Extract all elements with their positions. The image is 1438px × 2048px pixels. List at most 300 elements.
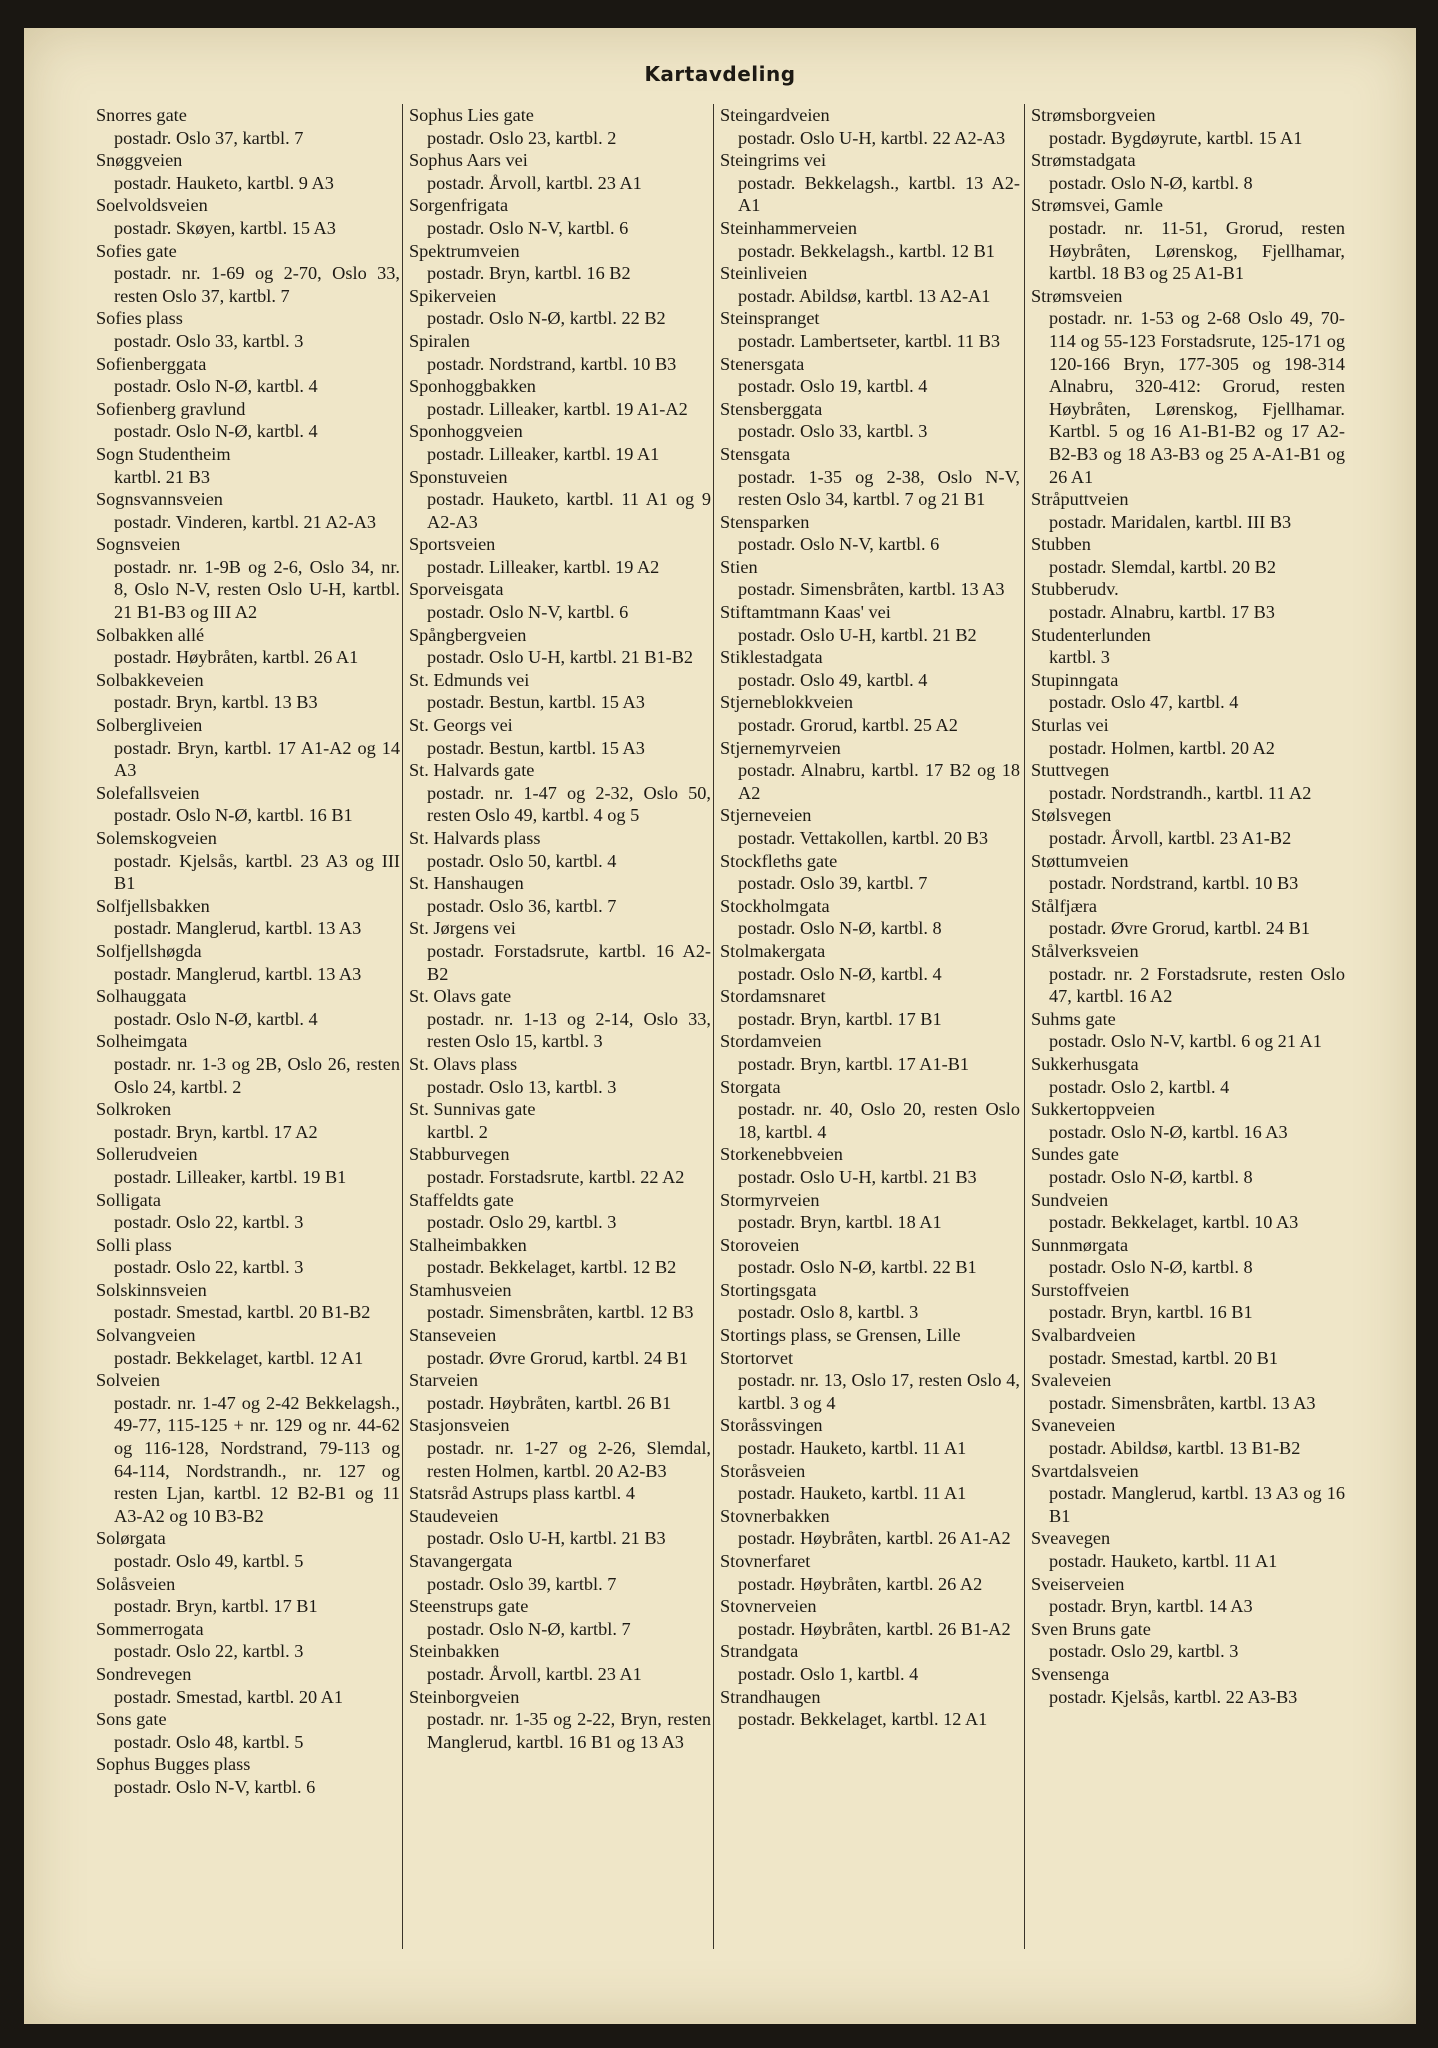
street-postal-info: postadr. Oslo U-H, kartbl. 21 B3 bbox=[738, 1166, 977, 1187]
street-entry bbox=[92, 624, 400, 669]
street-postal-info: postadr. Bryn, kartbl. 13 B3 bbox=[114, 692, 318, 713]
page-heading: Kartavdeling bbox=[644, 62, 796, 86]
street-postal-info: postadr. Bekkelagsh., kartbl. 13 A2-A1 bbox=[738, 172, 1020, 216]
street-name: Steenstrups gate bbox=[409, 1596, 529, 1617]
street-name: Snorres gate bbox=[96, 105, 187, 125]
street-entry bbox=[92, 353, 400, 398]
street-entry bbox=[1027, 285, 1345, 488]
street-entry bbox=[92, 443, 400, 488]
column-2 bbox=[405, 104, 711, 1964]
street-name: Sollerudveien bbox=[96, 1144, 198, 1165]
street-name: Stasjonsveien bbox=[409, 1415, 510, 1436]
street-name: Støttumveien bbox=[1031, 850, 1129, 871]
street-name: Strandgata bbox=[720, 1641, 799, 1662]
street-entry bbox=[1027, 1143, 1345, 1188]
street-entry bbox=[405, 1482, 711, 1505]
street-postal-info: postadr. Lilleaker, kartbl. 19 A1-A2 bbox=[427, 398, 688, 419]
street-postal-info: postadr. Oslo 37, kartbl. 7 bbox=[114, 127, 304, 148]
street-name: Strømsveien bbox=[1031, 285, 1123, 306]
street-postal-info: postadr. Hauketo, kartbl. 11 A1 bbox=[1049, 1551, 1278, 1571]
street-name: Stensparken bbox=[720, 511, 810, 532]
street-entry bbox=[405, 240, 711, 285]
street-name: Strømstadgata bbox=[1031, 150, 1136, 171]
street-postal-info: postadr. Bryn, kartbl. 16 B1 bbox=[1049, 1302, 1253, 1323]
street-name: Sukkertoppveien bbox=[1031, 1099, 1155, 1120]
street-name: Stamhusveien bbox=[409, 1279, 512, 1300]
street-postal-info: postadr. nr. 1-53 og 2-68 Oslo 49, 70-114 og 55-123 Forstadsrute, 125-171 og 120-166 Bryn, 177-305 og 198-314 Alnabru, 320-412: Grorud, resten Høybråten, Lørenskog, Fjellhamar. Kartbl. 5 og 16 A1-B1-B2 og 17 A2-B2-B3 og 18 A3-B3 og 25 A-A1-B1 og 26 A1 bbox=[1049, 308, 1345, 487]
directory-page bbox=[24, 28, 1416, 2024]
street-entry bbox=[405, 917, 711, 985]
street-name: Statsråd Astrups plass kartbl. 4 bbox=[409, 1483, 635, 1504]
street-entry bbox=[92, 985, 400, 1030]
street-postal-info: postadr. Oslo N-V, kartbl. 6 bbox=[427, 602, 629, 623]
street-postal-info: postadr. Hauketo, kartbl. 9 A3 bbox=[114, 172, 334, 193]
street-name: Sturlas vei bbox=[1031, 715, 1109, 736]
street-name: Sofienberggata bbox=[96, 353, 207, 374]
street-entry bbox=[405, 714, 711, 759]
street-postal-info: postadr. Abildsø, kartbl. 13 A2-A1 bbox=[738, 285, 991, 306]
street-name: Solkroken bbox=[96, 1099, 172, 1120]
street-entry bbox=[716, 511, 1020, 556]
street-entry bbox=[405, 149, 711, 194]
street-entry bbox=[716, 353, 1020, 398]
street-postal-info: postadr. Oslo 29, kartbl. 3 bbox=[427, 1212, 617, 1233]
street-postal-info: postadr. Oslo U-H, kartbl. 21 B1-B2 bbox=[427, 647, 694, 668]
street-entry bbox=[716, 737, 1020, 805]
street-name: Staffeldts gate bbox=[409, 1189, 514, 1210]
street-postal-info: postadr. Høybråten, kartbl. 26 A1-A2 bbox=[738, 1528, 1011, 1549]
street-name: Stensgata bbox=[720, 443, 791, 464]
street-postal-info: postadr. Kjelsås, kartbl. 22 A3-B3 bbox=[1049, 1686, 1298, 1707]
street-postal-info: postadr. Oslo N-Ø, kartbl. 16 A3 bbox=[1049, 1121, 1288, 1142]
street-postal-info: postadr. Bryn, kartbl. 17 B1 bbox=[114, 1596, 318, 1617]
street-name: Steinbakken bbox=[409, 1641, 500, 1662]
street-entry bbox=[92, 1324, 400, 1369]
street-entry bbox=[1027, 578, 1345, 623]
street-postal-info: postadr. Oslo N-Ø, kartbl. 8 bbox=[1049, 1166, 1253, 1187]
street-postal-info: postadr. Manglerud, kartbl. 13 A3 og 16 B1 bbox=[1049, 1483, 1345, 1526]
street-name: Steingardveien bbox=[720, 105, 830, 125]
street-entry bbox=[405, 420, 711, 465]
street-postal-info: postadr. nr. 2 Forstadsrute, resten Oslo 47, kartbl. 16 A2 bbox=[1049, 963, 1345, 1007]
street-name: Strømsborgveien bbox=[1031, 105, 1156, 125]
street-postal-info: postadr. nr. 1-35 og 2-22, Bryn, resten Manglerud, kartbl. 16 B1 og 13 A3 bbox=[427, 1709, 711, 1752]
street-entry bbox=[405, 1189, 711, 1234]
street-postal-info: postadr. Oslo 49, kartbl. 5 bbox=[114, 1551, 304, 1571]
street-name: St. Sunnivas gate bbox=[409, 1099, 536, 1120]
street-entry bbox=[1027, 1234, 1345, 1279]
street-postal-info: postadr. Oslo 23, kartbl. 2 bbox=[427, 127, 617, 148]
street-postal-info: postadr. Vettakollen, kartbl. 20 B3 bbox=[738, 828, 988, 848]
street-name: Sons gate bbox=[96, 1709, 167, 1730]
street-name: Storoveien bbox=[720, 1234, 800, 1255]
street-postal-info: postadr. Simensbråten, kartbl. 13 A3 bbox=[1049, 1392, 1316, 1413]
street-name: Stiklestadgata bbox=[720, 647, 823, 668]
street-postal-info: postadr. Kjelsås, kartbl. 23 A3 og III B1 bbox=[114, 850, 400, 894]
street-name: Sophus Lies gate bbox=[409, 105, 534, 125]
street-name: Storgata bbox=[720, 1076, 781, 1097]
street-entry bbox=[92, 240, 400, 308]
street-name: Stiftamtmann Kaas' vei bbox=[720, 602, 891, 623]
street-name: St. Jørgens vei bbox=[409, 918, 516, 939]
street-name: Stråputtveien bbox=[1031, 489, 1129, 510]
street-entry bbox=[1027, 714, 1345, 759]
street-name: Stjernemyrveien bbox=[720, 737, 841, 758]
street-entry bbox=[716, 1030, 1020, 1075]
street-entry bbox=[405, 375, 711, 420]
street-postal-info: postadr. Forstadsrute, kartbl. 16 A2-B2 bbox=[427, 940, 711, 984]
street-postal-info: postadr. Grorud, kartbl. 25 A2 bbox=[738, 715, 958, 736]
street-name: Spektrumveien bbox=[409, 240, 520, 261]
street-postal-info: postadr. Bryn, kartbl. 17 B1 bbox=[738, 1008, 942, 1029]
street-name: Solbergliveien bbox=[96, 715, 203, 736]
street-entry bbox=[92, 1753, 400, 1798]
street-entry bbox=[405, 1143, 711, 1188]
street-name: Sogn Studentheim bbox=[96, 443, 231, 464]
street-entry bbox=[716, 646, 1020, 691]
street-name: Sognsvannsveien bbox=[96, 489, 223, 510]
street-name: Sophus Aars vei bbox=[409, 150, 528, 171]
street-postal-info: postadr. Bryn, kartbl. 16 B2 bbox=[427, 263, 631, 284]
street-entry bbox=[716, 443, 1020, 511]
street-entry bbox=[92, 149, 400, 194]
street-postal-info: postadr. Smestad, kartbl. 20 A1 bbox=[114, 1686, 344, 1707]
street-name: Sofienberg gravlund bbox=[96, 398, 246, 419]
street-entry bbox=[716, 850, 1020, 895]
street-postal-info: postadr. Nordstrandh., kartbl. 11 A2 bbox=[1049, 782, 1312, 803]
street-name: Stovnerfaret bbox=[720, 1551, 811, 1571]
street-postal-info: postadr. Oslo N-V, kartbl. 6 bbox=[427, 217, 629, 238]
street-postal-info: postadr. Oslo U-H, kartbl. 21 B3 bbox=[427, 1528, 666, 1549]
street-name: Suhms gate bbox=[1031, 1008, 1116, 1029]
street-entry bbox=[405, 1640, 711, 1685]
street-entry bbox=[92, 782, 400, 827]
street-name: St. Halvards plass bbox=[409, 828, 541, 848]
street-postal-info: postadr. Lilleaker, kartbl. 19 B1 bbox=[114, 1166, 347, 1187]
street-entry bbox=[716, 1234, 1020, 1279]
street-entry bbox=[716, 1076, 1020, 1144]
street-name: Sommerrogata bbox=[96, 1618, 204, 1639]
street-postal-info: postadr. Bekkelaget, kartbl. 12 A1 bbox=[738, 1709, 988, 1730]
street-name: Sundveien bbox=[1031, 1189, 1109, 1210]
street-entry bbox=[405, 624, 711, 669]
street-postal-info: postadr. Oslo 1, kartbl. 4 bbox=[738, 1663, 919, 1684]
street-postal-info: postadr. Oslo U-H, kartbl. 21 B2 bbox=[738, 624, 977, 645]
street-postal-info: postadr. Oslo 50, kartbl. 4 bbox=[427, 850, 617, 871]
street-entry bbox=[92, 1098, 400, 1143]
street-name: St. Edmunds vei bbox=[409, 669, 530, 690]
street-entry bbox=[1027, 1527, 1345, 1572]
street-entry bbox=[405, 1550, 711, 1595]
street-postal-info: postadr. Bestun, kartbl. 15 A3 bbox=[427, 692, 645, 713]
street-name: Sundes gate bbox=[1031, 1144, 1119, 1165]
street-postal-info: postadr. Hauketo, kartbl. 11 A1 bbox=[738, 1438, 967, 1459]
street-name: Solvangveien bbox=[96, 1325, 196, 1346]
street-postal-info: postadr. Lilleaker, kartbl. 19 A1 bbox=[427, 443, 660, 464]
street-postal-info: postadr. nr. 1-27 og 2-26, Slemdal, resten Holmen, kartbl. 20 A2-B3 bbox=[427, 1438, 711, 1481]
street-name: Stolmakergata bbox=[720, 940, 826, 961]
street-entry bbox=[1027, 1573, 1345, 1618]
street-entry bbox=[92, 1030, 400, 1098]
street-postal-info: postadr. Vinderen, kartbl. 21 A2-A3 bbox=[114, 511, 377, 532]
street-name: Sponhoggveien bbox=[409, 421, 523, 442]
street-postal-info: postadr. Oslo N-V, kartbl. 6 og 21 A1 bbox=[1049, 1031, 1322, 1052]
street-name: Spiralen bbox=[409, 330, 470, 351]
street-postal-info: postadr. Bekkelaget, kartbl. 12 A1 bbox=[114, 1347, 364, 1368]
street-entry bbox=[405, 1595, 711, 1640]
street-name: Stålverksveien bbox=[1031, 940, 1139, 961]
column-4 bbox=[1027, 104, 1345, 1964]
street-postal-info: postadr. Oslo 48, kartbl. 5 bbox=[114, 1731, 304, 1752]
street-entry bbox=[716, 1279, 1020, 1324]
street-postal-info: postadr. Oslo N-Ø, kartbl. 8 bbox=[1049, 1257, 1253, 1278]
street-entry bbox=[405, 1324, 711, 1369]
street-postal-info: postadr. Oslo 8, kartbl. 3 bbox=[738, 1302, 919, 1323]
street-entry bbox=[92, 1279, 400, 1324]
street-postal-info: postadr. Oslo N-V, kartbl. 6 bbox=[114, 1776, 316, 1797]
street-postal-info: postadr. Høybråten, kartbl. 26 B1 bbox=[427, 1392, 672, 1413]
street-postal-info: kartbl. 3 bbox=[1049, 647, 1110, 668]
street-entry bbox=[716, 1143, 1020, 1188]
street-name: Sophus Bugges plass bbox=[96, 1754, 251, 1775]
street-postal-info: postadr. 1-35 og 2-38, Oslo N-V, resten Oslo 34, kartbl. 7 og 21 B1 bbox=[738, 466, 1020, 510]
street-entry bbox=[1027, 1618, 1345, 1663]
street-entry bbox=[716, 1595, 1020, 1640]
street-entry bbox=[716, 1686, 1020, 1731]
street-entry bbox=[405, 578, 711, 623]
street-name: Steinhammerveien bbox=[720, 217, 858, 238]
street-name: Sofies gate bbox=[96, 240, 177, 261]
street-name: Sporveisgata bbox=[409, 579, 504, 600]
street-entry bbox=[405, 827, 711, 872]
street-name: St. Olavs gate bbox=[409, 986, 512, 1007]
street-name: Spikerveien bbox=[409, 285, 497, 306]
street-name: Sveiserveien bbox=[1031, 1573, 1125, 1594]
street-name: Sponstuveien bbox=[409, 466, 508, 487]
street-name: Sponhoggbakken bbox=[409, 376, 536, 397]
street-entry bbox=[716, 149, 1020, 217]
street-name: St. Hanshaugen bbox=[409, 873, 524, 894]
street-entry bbox=[92, 1708, 400, 1753]
column-divider bbox=[402, 104, 403, 1949]
street-postal-info: postadr. Øvre Grorud, kartbl. 24 B1 bbox=[1049, 918, 1310, 939]
street-name: Strandhaugen bbox=[720, 1686, 821, 1707]
street-entry bbox=[1027, 1098, 1345, 1143]
street-name: Solskinnsveien bbox=[96, 1279, 207, 1300]
street-name: Strømsvei, Gamle bbox=[1031, 195, 1164, 216]
street-entry bbox=[92, 669, 400, 714]
street-entry bbox=[405, 1686, 711, 1754]
street-entry bbox=[405, 1279, 711, 1324]
street-entry bbox=[405, 194, 711, 239]
street-postal-info: postadr. Bryn, kartbl. 17 A1-B1 bbox=[738, 1053, 970, 1074]
street-name: Stockfleths gate bbox=[720, 850, 838, 871]
street-postal-info: postadr. Oslo 22, kartbl. 3 bbox=[114, 1257, 304, 1278]
street-entry bbox=[1027, 1279, 1345, 1324]
street-postal-info: postadr. Høybråten, kartbl. 26 B1-A2 bbox=[738, 1618, 1011, 1639]
street-entry bbox=[405, 285, 711, 330]
street-entry bbox=[92, 1369, 400, 1527]
street-postal-info: postadr. Oslo N-Ø, kartbl. 4 bbox=[738, 963, 942, 984]
street-postal-info: postadr. Oslo N-Ø, kartbl. 4 bbox=[114, 1008, 318, 1029]
street-postal-info: postadr. Bestun, kartbl. 15 A3 bbox=[427, 737, 645, 758]
street-name: Solli plass bbox=[96, 1234, 172, 1255]
street-name: Steinborgveien bbox=[409, 1686, 520, 1707]
street-name: Surstoffveien bbox=[1031, 1279, 1130, 1300]
street-postal-info: postadr. Oslo U-H, kartbl. 22 A2-A3 bbox=[738, 127, 1006, 148]
street-entry bbox=[716, 262, 1020, 307]
street-name: Solåsveien bbox=[96, 1573, 176, 1594]
street-name: Studenterlunden bbox=[1031, 624, 1151, 645]
street-entry bbox=[92, 1143, 400, 1188]
street-entry bbox=[716, 804, 1020, 849]
street-entry bbox=[1027, 488, 1345, 533]
column-1 bbox=[92, 104, 400, 1964]
street-entry bbox=[1027, 1663, 1345, 1708]
street-entry bbox=[405, 466, 711, 534]
street-name: Stenersgata bbox=[720, 353, 805, 374]
street-postal-info: postadr. Lilleaker, kartbl. 19 A2 bbox=[427, 556, 660, 577]
street-postal-info: postadr. Smestad, kartbl. 20 B1-B2 bbox=[114, 1302, 371, 1323]
street-entry bbox=[405, 533, 711, 578]
street-postal-info: postadr. Nordstrand, kartbl. 10 B3 bbox=[427, 353, 677, 374]
street-entry bbox=[716, 398, 1020, 443]
street-postal-info: postadr. Oslo 19, kartbl. 4 bbox=[738, 376, 928, 397]
street-name: Stortingsgata bbox=[720, 1279, 817, 1300]
street-postal-info: postadr. Oslo N-Ø, kartbl. 7 bbox=[427, 1618, 631, 1639]
street-name: Svaneveien bbox=[1031, 1415, 1116, 1436]
street-entry bbox=[405, 330, 711, 375]
street-entry bbox=[716, 691, 1020, 736]
street-name: Solveien bbox=[96, 1370, 160, 1391]
street-postal-info: postadr. Skøyen, kartbl. 15 A3 bbox=[114, 217, 336, 238]
street-name: Storåssvingen bbox=[720, 1415, 823, 1436]
street-entry bbox=[716, 217, 1020, 262]
street-entry bbox=[405, 759, 711, 827]
street-entry bbox=[405, 104, 711, 149]
street-postal-info: postadr. nr. 1-9B og 2-6, Oslo 34, nr. 8, Oslo N-V, resten Oslo U-H, kartbl. 21 B1-B3 og III A2 bbox=[114, 556, 400, 623]
street-postal-info: postadr. Oslo 33, kartbl. 3 bbox=[738, 421, 928, 442]
street-name: Stupinngata bbox=[1031, 669, 1119, 690]
street-entry bbox=[92, 1573, 400, 1618]
street-entry bbox=[405, 1234, 711, 1279]
street-postal-info: postadr. Oslo 39, kartbl. 7 bbox=[738, 873, 928, 894]
street-entry bbox=[405, 669, 711, 714]
street-postal-info: postadr. Oslo 47, kartbl. 4 bbox=[1049, 692, 1239, 713]
street-postal-info: postadr. Maridalen, kartbl. III B3 bbox=[1049, 511, 1292, 532]
street-name: Stormyrveien bbox=[720, 1189, 820, 1210]
street-postal-info: postadr. Alnabru, kartbl. 17 B3 bbox=[1049, 602, 1275, 623]
street-entry bbox=[1027, 104, 1345, 149]
street-entry bbox=[1027, 759, 1345, 804]
street-postal-info: postadr. Abildsø, kartbl. 13 B1-B2 bbox=[1049, 1438, 1301, 1459]
street-postal-info: postadr. Oslo N-Ø, kartbl. 4 bbox=[114, 421, 318, 442]
street-name: Stensberggata bbox=[720, 398, 823, 419]
street-name: Stien bbox=[720, 556, 758, 577]
street-name: Storåsveien bbox=[720, 1460, 806, 1481]
street-name: Solhauggata bbox=[96, 986, 187, 1007]
street-postal-info: postadr. Forstadsrute, kartbl. 22 A2 bbox=[427, 1166, 685, 1187]
street-postal-info: postadr. nr. 1-47 og 2-32, Oslo 50, resten Oslo 49, kartbl. 4 og 5 bbox=[427, 782, 711, 826]
street-entry bbox=[1027, 1008, 1345, 1053]
street-entry bbox=[92, 940, 400, 985]
street-name: Sofies plass bbox=[96, 308, 183, 329]
street-postal-info: postadr. Bryn, kartbl. 17 A2 bbox=[114, 1121, 318, 1142]
street-name: Steingrims vei bbox=[720, 150, 827, 171]
street-postal-info: postadr. nr. 1-47 og 2-42 Bekkelagsh., 49-77, 115-125 + nr. 129 og nr. 44-62 og 116-128, Nordstrand, 79-113 og 64-114, Nordstrandh., nr. 127 og resten Ljan, kartbl. 12 B2-B1 og 11 A3-A2 og 10 B3-B2 bbox=[114, 1392, 400, 1526]
street-postal-info: postadr. Bygdøyrute, kartbl. 15 A1 bbox=[1049, 127, 1303, 148]
street-postal-info: postadr. nr. 1-13 og 2-14, Oslo 33, resten Oslo 15, kartbl. 3 bbox=[427, 1008, 711, 1052]
street-name: Sorgenfrigata bbox=[409, 195, 509, 216]
street-entry bbox=[1027, 1369, 1345, 1414]
street-postal-info: postadr. Høybråten, kartbl. 26 A2 bbox=[738, 1573, 983, 1594]
street-name: Stubberudv. bbox=[1031, 579, 1119, 600]
street-postal-info: postadr. Oslo N-Ø, kartbl. 16 B1 bbox=[114, 805, 353, 826]
street-name: Stalheimbakken bbox=[409, 1234, 527, 1255]
street-name: Svaleveien bbox=[1031, 1370, 1112, 1391]
street-name: Storkenebbveien bbox=[720, 1144, 843, 1165]
street-postal-info: postadr. Oslo 49, kartbl. 4 bbox=[738, 669, 928, 690]
street-name: Steinliveien bbox=[720, 263, 808, 284]
street-name: Solbakken allé bbox=[96, 624, 205, 645]
street-entry bbox=[92, 827, 400, 895]
street-postal-info: postadr. Slemdal, kartbl. 20 B2 bbox=[1049, 556, 1276, 577]
street-entry bbox=[716, 985, 1020, 1030]
street-name: Stuttvegen bbox=[1031, 760, 1110, 781]
street-name: Sognsveien bbox=[96, 534, 181, 555]
street-entry bbox=[405, 1505, 711, 1550]
street-postal-info: postadr. Oslo N-V, kartbl. 6 bbox=[738, 534, 940, 555]
street-entry bbox=[1027, 624, 1345, 669]
street-postal-info: postadr. Alnabru, kartbl. 17 B2 og 18 A2 bbox=[738, 760, 1020, 803]
street-entry bbox=[405, 872, 711, 917]
street-postal-info: postadr. Simensbråten, kartbl. 13 A3 bbox=[738, 579, 1005, 600]
street-name: Stjerneblokkveien bbox=[720, 692, 854, 713]
column-divider bbox=[713, 104, 714, 1949]
street-entry bbox=[92, 895, 400, 940]
street-entry bbox=[92, 398, 400, 443]
street-name: Staudeveien bbox=[409, 1505, 499, 1526]
street-name: Sveavegen bbox=[1031, 1528, 1111, 1549]
street-entry bbox=[92, 533, 400, 623]
street-postal-info: postadr. Oslo N-Ø, kartbl. 22 B1 bbox=[738, 1257, 977, 1278]
street-entry bbox=[92, 1618, 400, 1663]
street-name: Solheimgata bbox=[96, 1031, 188, 1052]
street-entry bbox=[1027, 1189, 1345, 1234]
column-3 bbox=[716, 104, 1020, 1964]
street-entry bbox=[1027, 940, 1345, 1008]
street-entry bbox=[92, 307, 400, 352]
street-entry bbox=[716, 1550, 1020, 1595]
street-postal-info: postadr. Bekkelagsh., kartbl. 12 B1 bbox=[738, 240, 995, 261]
street-name: Stovnerveien bbox=[720, 1596, 817, 1617]
street-entry bbox=[1027, 895, 1345, 940]
street-name: Stordamsnaret bbox=[720, 986, 826, 1007]
street-postal-info: postadr. Simensbråten, kartbl. 12 B3 bbox=[427, 1302, 694, 1323]
street-entry bbox=[716, 1460, 1020, 1505]
street-name: Svartdalsveien bbox=[1031, 1460, 1139, 1481]
street-postal-info: postadr. Oslo 29, kartbl. 3 bbox=[1049, 1641, 1239, 1662]
street-name: Stovnerbakken bbox=[720, 1505, 830, 1526]
street-entry bbox=[92, 1663, 400, 1708]
street-name: Stabburvegen bbox=[409, 1144, 510, 1165]
street-name: Stordamveien bbox=[720, 1031, 822, 1052]
street-entry bbox=[1027, 1053, 1345, 1098]
street-entry bbox=[716, 895, 1020, 940]
street-entry bbox=[1027, 1460, 1345, 1528]
street-postal-info: postadr. Oslo N-Ø, kartbl. 4 bbox=[114, 376, 318, 397]
street-name: Solligata bbox=[96, 1189, 161, 1210]
